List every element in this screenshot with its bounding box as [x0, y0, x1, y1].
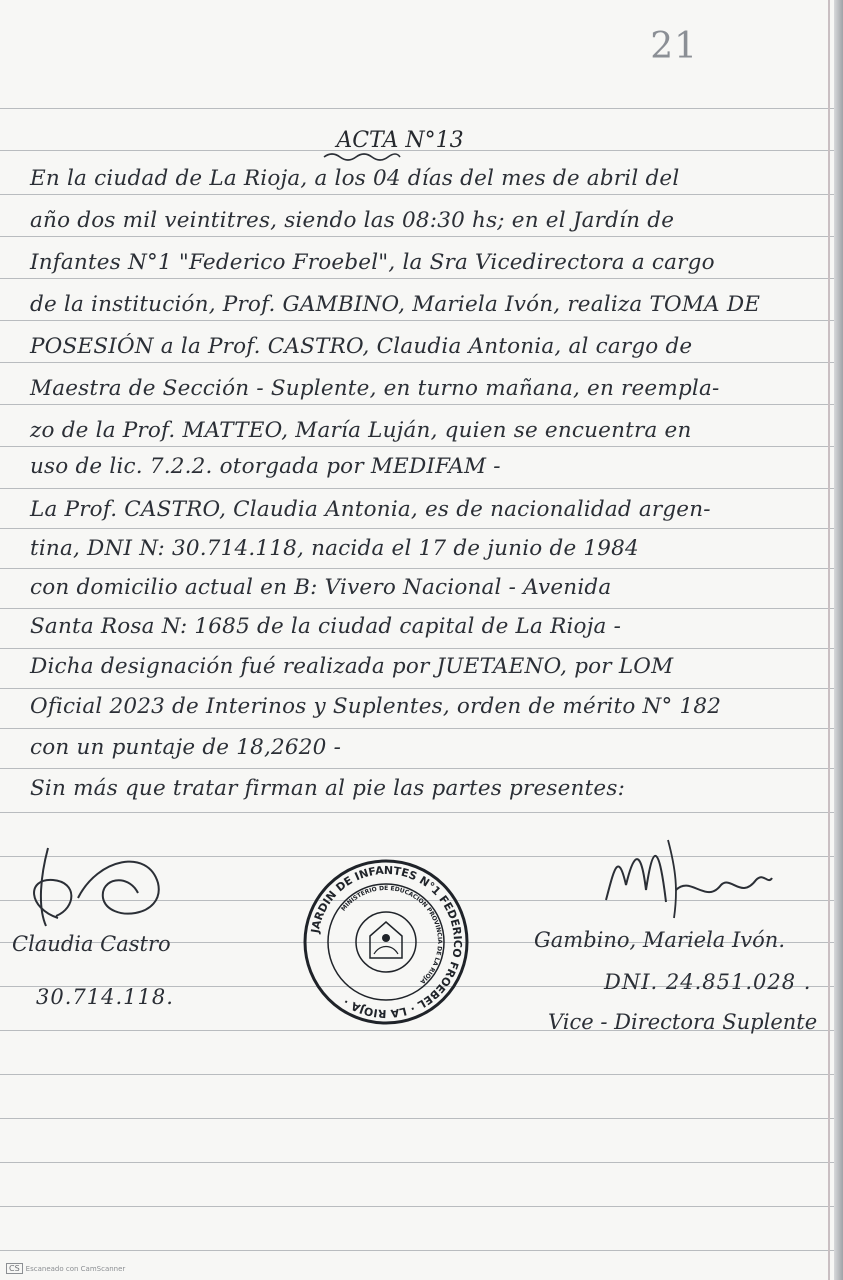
binding-edge: [834, 0, 843, 1280]
ruled-line: [0, 1074, 843, 1075]
svg-text:JARDIN DE INFANTES N°1 FEDERIC: JARDIN DE INFANTES N°1 FEDERICO FROEBEL · LA RIOJA ·: [308, 863, 465, 1021]
ruled-line: [0, 194, 843, 195]
body-line: tina, DNI N: 30.714.118, nacida el 17 de junio de 1984: [30, 536, 639, 561]
body-line: año dos mil veintitres, siendo las 08:30 hs; en el Jardín de: [30, 208, 675, 233]
body-line: uso de lic. 7.2.2. otorgada por MEDIFAM -: [30, 454, 501, 479]
ruled-line: [0, 812, 843, 813]
ruled-line: [0, 608, 843, 609]
ruled-line: [0, 768, 843, 769]
ruled-line: [0, 1162, 843, 1163]
ruled-line: [0, 404, 843, 405]
body-line: Dicha designación fué realizada por JUETAENO, por LOM: [30, 654, 674, 679]
ruled-line: [0, 728, 843, 729]
official-seal: [302, 858, 470, 1026]
scanner-footer-text: Escaneado con CamScanner: [25, 1265, 126, 1273]
body-line: POSESIÓN a la Prof. CASTRO, Claudia Antonia, al cargo de: [30, 334, 693, 359]
ruled-line: [0, 446, 843, 447]
ruled-line: [0, 1206, 843, 1207]
body-line: La Prof. CASTRO, Claudia Antonia, es de nacionalidad argen-: [30, 497, 711, 522]
ruled-line: [0, 648, 843, 649]
signature-scribble-left: [18, 838, 168, 933]
body-line: con un puntaje de 18,2620 -: [30, 735, 342, 760]
ruled-line: [0, 528, 843, 529]
ruled-line: [0, 1250, 843, 1251]
ruled-line: [0, 488, 843, 489]
signature-dni-right: DNI. 24.851.028 .: [604, 970, 812, 994]
signature-name-left: Claudia Castro: [12, 932, 171, 956]
ruled-line: [0, 278, 843, 279]
scanner-footer: [6, 1263, 125, 1274]
body-line: En la ciudad de La Rioja, a los 04 días del mes de abril del: [30, 166, 680, 191]
title-underline: [322, 150, 402, 164]
body-line: de la institución, Prof. GAMBINO, Mariela Ivón, realiza TOMA DE: [30, 292, 761, 317]
body-line: zo de la Prof. MATTEO, María Luján, quien se encuentra en: [30, 418, 692, 443]
camscanner-logo-icon: CS: [6, 1263, 23, 1274]
document-title: ACTA N°13: [336, 128, 464, 153]
body-line: Sin más que tratar firman al pie las partes presentes:: [30, 776, 626, 801]
body-line: con domicilio actual en B: Vivero Nacional - Avenida: [30, 575, 612, 600]
page-number: 21: [650, 26, 698, 67]
body-line: Oficial 2023 de Interinos y Suplentes, orden de mérito N° 182: [30, 694, 722, 719]
margin-line: [828, 0, 830, 1280]
body-line: Maestra de Sección - Suplente, en turno mañana, en reempla-: [30, 376, 720, 401]
svg-text:MINISTERIO DE EDUCACION PROVIN: MINISTERIO DE EDUCACION PROVINCIA DE LA RIOJA: [339, 884, 444, 986]
ruled-line: [0, 108, 843, 109]
ruled-line: [0, 362, 843, 363]
ruled-line: [0, 568, 843, 569]
ruled-line: [0, 1118, 843, 1119]
body-line: Santa Rosa N: 1685 de la ciudad capital de La Rioja -: [30, 614, 622, 639]
ruled-line: [0, 236, 843, 237]
signature-scribble-right: [596, 830, 776, 925]
ruled-line: [0, 688, 843, 689]
signature-role-right: Vice - Directora Suplente: [548, 1010, 818, 1034]
ruled-line: [0, 320, 843, 321]
signature-name-right: Gambino, Mariela Ivón.: [534, 928, 786, 952]
signature-dni-left: 30.714.118.: [36, 985, 174, 1009]
body-line: Infantes N°1 "Federico Froebel", la Sra Vicedirectora a cargo: [30, 250, 715, 275]
